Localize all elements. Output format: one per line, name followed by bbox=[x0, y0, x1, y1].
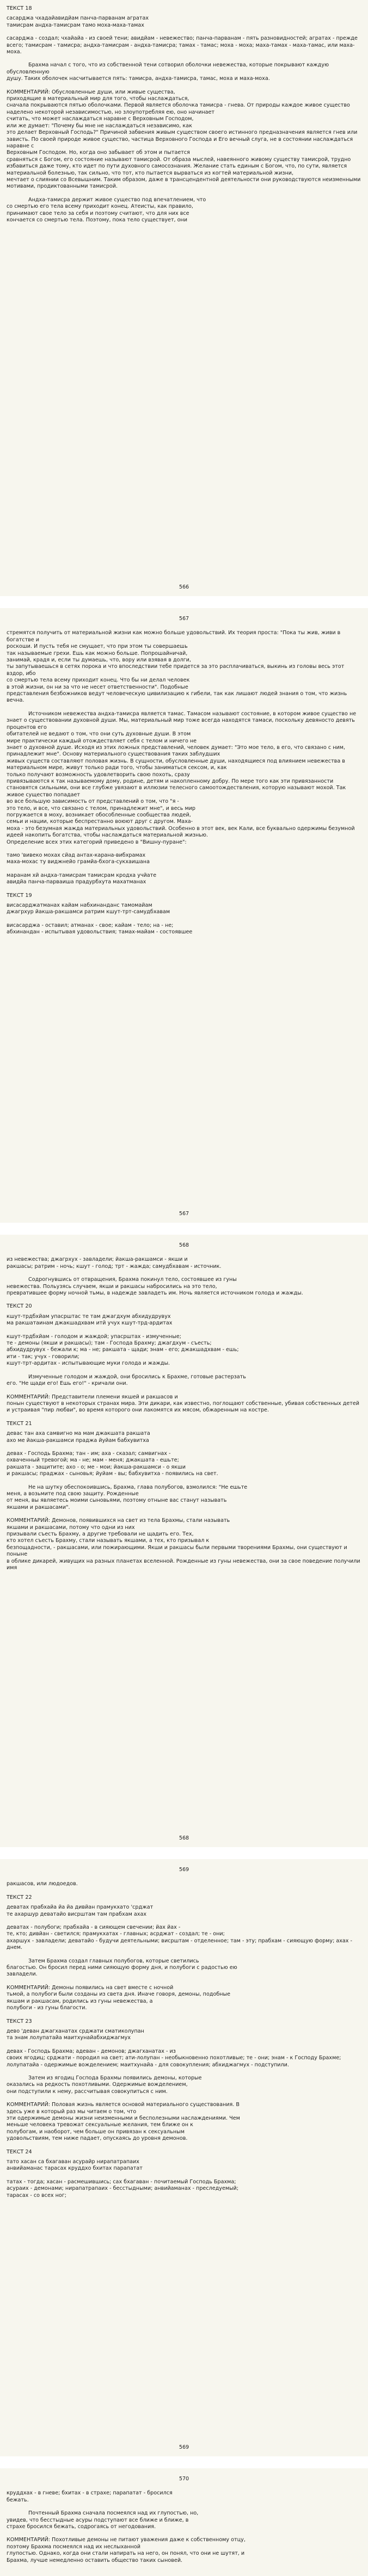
page-separator bbox=[0, 1847, 368, 1859]
text-paragraph: КОММЕНТАРИЙ: Демоны появились на свет вместе с ночной тьмой, а полубоги были созданы из света дня. Иначе говоря, демоны, подобные якшам и ракшасам, родились из гуны невежества, а полубоги - из гуны благости. bbox=[7, 1984, 230, 2011]
text-heading: ТЕКСТ 23 bbox=[7, 2018, 32, 2024]
text-heading: ТЕКСТ 20 bbox=[7, 1303, 32, 1310]
text-paragraph: ракшасов, или людоедов. bbox=[7, 1881, 78, 1887]
text-paragraph: Брахма начал с того, что из собственной тени сотворил оболочки невежества, которые покрывают каждую обусловленную душу. Таких оболочек насчитывается пять: тамисра, андха-тамисра, тамас, моха и маха-моха. bbox=[7, 62, 329, 82]
text-paragraph: висасарджа - оставил; атманах - свое; кайам - тело; на - не; абхинандан - испытывая удовольствия; тамах-майам - состоявшее bbox=[7, 922, 193, 936]
text-paragraph: из невежества; джагрхух - завладели; йакша-ракшамси - якши и ракшасы; ратрим - ночь; кшут - голод; трт - жажда; самудбхавам - источник. bbox=[7, 1256, 222, 1270]
text-paragraph: кшут-трдбхйам - голодом и жаждой; упасрштах - измученные; те - демоны (якши и ракшасы); там - Господа Брахму; джагдхум - съесть; абхидудрувух - бежали к; ма - не; ракшата - щади; энам - его; джакшадхвам - ешь; ити - так; учух - говорили; кшут-трт-ардитах - испытывающие муки голода и жажды. bbox=[7, 1333, 239, 1367]
page bbox=[0, 1235, 368, 1847]
page-number-bottom: 566 bbox=[179, 584, 189, 590]
page-number-bottom: 568 bbox=[179, 1835, 189, 1841]
page-number-top: 570 bbox=[179, 2476, 189, 2482]
page bbox=[0, 608, 368, 1223]
page-separator bbox=[0, 2456, 368, 2468]
text-heading: ТЕКСТ 24 bbox=[7, 2148, 32, 2155]
page bbox=[0, 0, 368, 596]
page-number-bottom: 567 bbox=[179, 1210, 189, 1217]
text-paragraph: девах - Господь Брахма; тан - им; аха - сказал; самвигнах - охваченный тревогой; ма - не; мам - меня; джакшата - ешьте; ракшата - защитите; ахо - о; ме - мои; йакша-ракшамси - о якши и ракшасы; праджах - сыновья; йуйам - вы; бабхувитха - появились на свет. bbox=[7, 1450, 218, 1477]
page bbox=[0, 2468, 368, 2576]
text-heading: ТЕКСТ 18 bbox=[7, 5, 32, 11]
text-paragraph: деватах прабхайа йа йа дивйан прамукхато 'срджат те ахаршур деватайо висрштам там прабхам ахах bbox=[7, 1904, 154, 1917]
text-paragraph: Содрогнувшись от отвращения, Брахма покинул тело, состоявшее из гуны невежества. Польузясь случаем, якши и ракшасы набросились на это тело, превратившее форму ночной тьмы, в надежде завладеть им. Ночь является источником голода и жажды. bbox=[7, 1277, 303, 1297]
page-number-top: 567 bbox=[179, 616, 189, 622]
text-paragraph: девo 'деван джагханатах срджати сматиколупан та энам лолупатайа маитхунайабхиджагмух bbox=[7, 2028, 144, 2041]
text-paragraph: сасарджа - создал; чхайайа - из своей тени; авидйам - невежество; панча-парванам - пять разновидностей; агратах - прежде всего; тамисрам - тамисра; андха-тамисрам - андха-тамисра; тамах - тамас; моха - моха; маха-тамах - маха-тамас, или маха- моха. bbox=[7, 35, 358, 55]
page-number-bottom: 569 bbox=[179, 2444, 189, 2450]
text-paragraph: Почтенный Брахма сначала посмеялся над их глупостью, но, увидев, что бесстыдные асуры подступают все ближе и ближе, в страхе бросился бежать, содрогаясь от негодования. bbox=[7, 2510, 199, 2530]
text-paragraph: деватах - полубоги; прабхайа - в сияющем свечении; йах йах - те, кто; дивйан - светился; прамукхатах - главных; асрджат - создал; те - они; ахаршух - завладели; деватайо - будучи деятельными; висрштам - отделенное; там - эту; прабхам - сияющую форму; ахах - днем. bbox=[7, 1924, 352, 1951]
text-heading: ТЕКСТ 19 bbox=[7, 892, 32, 899]
text-paragraph: сасарджа чхадайавидйам панча-парванам агратах тамисрам андха-тамисрам тамо моха-маха-тамах bbox=[7, 15, 149, 28]
text-paragraph: висасарджатманах кайам набхинанданс тамомайам джагрхур йакша-ракшамси ратрим кшут-трт-самудбхавам bbox=[7, 902, 170, 915]
text-paragraph: Не на шутку обеспокоившись, Брахма, глава полубогов, взмолился: "Не ешьте меня, а возьмите под свою защиту. Рожденные от меня, вы являетесь моими сыновьями, поэтому отныне вас станут называть якшами и ракшасами". bbox=[7, 1484, 248, 1510]
text-heading: ТЕКСТ 22 bbox=[7, 1894, 32, 1900]
text-paragraph: Измученные голодом и жаждой, они бросились к Брахме, готовые растерзать его. "Не щади его! Ешь его!" - кричали они. bbox=[7, 1373, 246, 1387]
text-heading: ТЕКСТ 21 bbox=[7, 1420, 32, 1427]
page-number-top: 569 bbox=[179, 1867, 189, 1873]
text-paragraph: девах - Господь Брахма; адеван - демонов; джагханатах - из своих ягодиц; срджати - породил на свет; ати-лолупан - необыкновенно похотливые; те - они; энам - к Господу Брахме; лолупатайа - одержимые вожделением; маитхунайа - для совокупления; абхиджагмух - подступили. bbox=[7, 2048, 341, 2068]
text-paragraph: КОММЕНТАРИЙ: Половая жизнь является основой материального существования. В эдесь уже в который раз мы читаем о том, что эти одержимые демоны жизни неизменными и бесполезными наслаждениями. Чем меньше человека тревожат сексуальные желания, тем ближе он к полубогам, и наоборот, чем больше он привязан к сексуальным удовольствиям, тем ниже падает, опускаясь до уровня демонов. bbox=[7, 2102, 240, 2142]
page bbox=[0, 1859, 368, 2456]
text-paragraph: кшут-трдбхйам упасрштас те там джагдхум абхидудрувух ма ракшатаинам джакшадхвам итй учух кшут-трд-ардитах bbox=[7, 1313, 173, 1327]
text-paragraph: круддхах - в гневе; бхитах - в страхе; парапатат - бросился бежать. bbox=[7, 2490, 173, 2503]
page-separator bbox=[0, 596, 368, 608]
text-paragraph: Затем Брахма создал главных полубогов, которые светились благостью. Он бросил перед ними сияющую форму дня, и полубоги с радостью ею завладели. bbox=[7, 1958, 237, 1978]
text-paragraph: тато хасан са бхагаван асурайр нирапатрапаих анвийаманас тарасах круддхо бхитах парапатат bbox=[7, 2159, 143, 2172]
text-paragraph: татах - тогда; хасан - расмешившись; сах бхагаван - почитаемый Господь Брахма; асураих - демонами; нирапатрапаих - бесстыдными; анвийаманах - преследуемый; тарасах - со всех ног; bbox=[7, 2178, 239, 2199]
text-paragraph: тамо 'вивеко мохах сйад антах-карана-вибхрамах маха-мохас ту виджнейо грамйа-бхога-сукхаишана bbox=[7, 852, 150, 865]
text-paragraph: КОММЕНТАРИЙ: Демонов, появившихся на свет из тела Брахмы, стали называть якшами и ракшасами, потому что одни из них призывали съесть Брахму, а другие требовали не щадить его. Тех, кто хотел съесть Брахму, стали называть якшами, а тех, кто призывал к безпощадности, - ракшасами, или пожирающими. Якши и ракшасы были первыми творениями Брахмы, они существуют и поныне в облике дикарей, живущих на разных планетах вселенной. Рожденные из гуны невежества, они за свое поведение получили имя bbox=[7, 1518, 360, 1571]
text-paragraph: стремятся получить от материальной жизни как можно больше удовольствий. Их теория проста: "Пока ты жив, живи в богатстве и роскоши. И пусть тебя не смущает, что при этом ты совершаешь так называемые грехи. Ешь как можно больше. Попрошайничай, занимай, крадя и, если ты думаешь, что, вору или взявая в долги, ты запутываешься в сетях порока и что впоследствии тебе придется за это расплачиваться, выкинь из головы весь этот вздор, ибо со смертью тела всему приходит конец. Что бы ни делал человек в этой жизни, он ни за что не несет ответственности". Подобные представления безбожников ведут человеческую цивилизацию к гибели, так как лишают людей знания о том, что жизнь вечна. bbox=[7, 630, 347, 704]
text-paragraph: КОММЕНТАРИЙ: Похотливые демоны не питают уважения даже к собственному отцу, поэтому Брахма посмеялся над их неслыханной глупостью. Однако, когда они стали напирать на него, он понял, что они не шутят, и Брахма, лучше немедленно оставить общество таких сыновей. bbox=[7, 2537, 246, 2563]
page-separator bbox=[0, 1223, 368, 1235]
text-paragraph: КОММЕНТАРИЙ: Обусловленные души, или живые существа, приходящие в материальный мир для того, чтобы наслаждаться, сначала покрываются пятью оболочками. Первой является оболочка тамисра - гнева. От природы каждое живое существо наделено некоторой независимостью, но злоупотребляя ею, оно начинает считать, что может наслаждаться наравне с Верховным Господом, или же думает: "Почему бы мне не наслаждаться независимо, как это делает Верховный Господь?" Причиной забвения живым существом своего истинного предназначения является гнев или зависть. По своей природе живое существо, частица Верховного Господа и Его вечный слуга, не в состоянии наслаждаться наравне с Верховным Господом. Но, когда оно забывает об этом и пытается сравняться с Богом, его состояние называют тамисрой. От образа мыслей, навеянного живому существу тамисрой, трудно избавиться даже тому, кто идет по пути духовного самосознания. Желание стать единым с Богом, что, по сути, является материальной болезнью, так сильно, что тот, кто пытается вырваться из когтей материальной жизни, мечтает о слиянии со Всевышним. Таким образом, даже в трансцендентной деятельности они руководствуются неизменными мотивами, продиктованными тамисрой. bbox=[7, 89, 361, 190]
text-paragraph: Источником невежества андха-тамисра является тамас. Тамасом называют состояние, в котором живое существо не знает о существовании духовной души. Мы, материальный мир тоже всегда находятся тамаси, поскольку девяносто девять процентов его обитателей не ведают о том, что они суть духовные души. В этом мире практически каждый отождествляет себя с телом и ничего не знает о духовной душе. Исходя из этих ложных представлений, человек думает: "Это мое тело, в его, что связано с ним, принадлежит мне". Основу материального существования таких заблудших живых существ составляют половая жизнь. В сущности, обусловленные души, находящиеся под влиянием невежества в материальном мире, живут только ради того, чтобы заниматься сексом, и, как только получают возможность удовлетворить свою похоть, сразу привязываются к так называемому дому, родине, детям и накопленному добру. По мере того как эти привязанности становятся сильными, они все глубже увязают в иллюзии телесного самоотождествления, которую называют мохой. Так живое существо попадает во все большую зависимость от представлений о том, что "я - это тело, и все, что связано с телом, принадлежит мне", и весь мир погружается в моху, возникает обособленные сообщества людей, семьи и нации, которые беспрестанно воюют друг с другом. Маха- моха - это безумная жажда материальных удовольствий. Особенно в этот век, век Кали, все буквально одержимы безумной идеей накопить богатства, чтобы наслаждаться материальной жизнью. Определение всех этих категорий приведено в "Вишну-пуране": bbox=[7, 710, 357, 845]
page-number-top: 568 bbox=[179, 1242, 189, 1248]
text-paragraph: маранам хй андха-тамисрам тамисрам кродха учйате авидйа панча-парваиша прадурбхута махатманах bbox=[7, 872, 157, 886]
text-paragraph: девас тан аха самвигно ма мам джакшата ракшата ахо ме йакша-ракшамси праджа йуйам бабхувитха bbox=[7, 1431, 150, 1444]
text-paragraph: КОММЕНТАРИЙ: Представители племени якшей и ракшасов и понын существуют в некоторых странах мира. Эти дикари, как известно, поглощают собственные, убивая собственных детей и устраивая "пир любви", во время которого они лакомятся их мясом, обжаренным на костре. bbox=[7, 1394, 359, 1414]
text-paragraph: Андха-тамисра держит живое существо под впечатлением, что со смертью его тела всему приходит конец. Атеисты, как правило, принимают свое тело за себя и поэтому считают, что для них все кончается со смертью тела. Поэтому, пока тело существует, они bbox=[7, 196, 206, 223]
text-paragraph: Затем из ягодиц Господа Брахмы появились демоны, которые оказались на редкость похотливыми. Одержимые вожделением, они подступили к нему, рассчитывая совокупиться с ним. bbox=[7, 2075, 202, 2095]
